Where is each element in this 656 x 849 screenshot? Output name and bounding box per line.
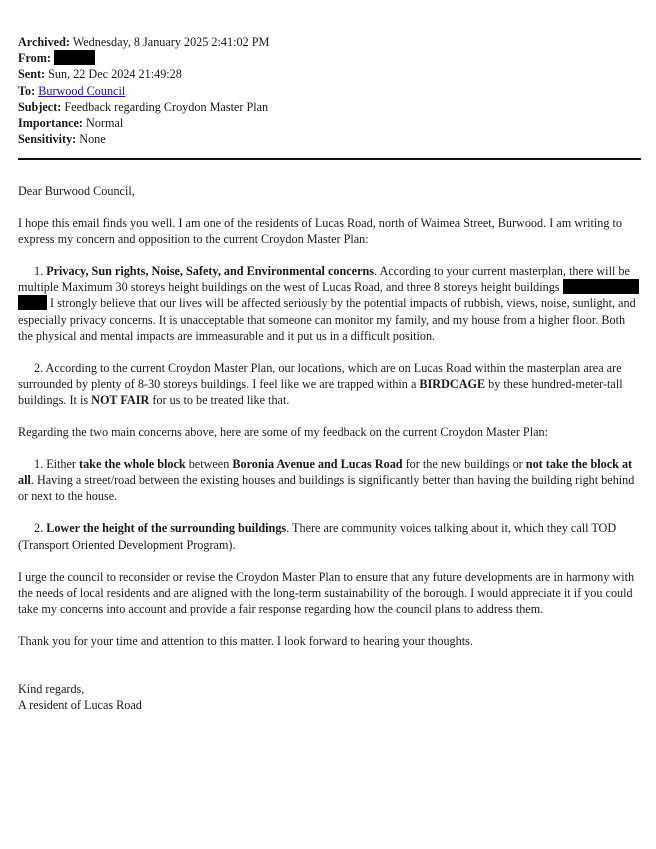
to-row [18, 83, 642, 99]
concern-item-2: 2. According to the current Croydon Master Plan, our locations, which are on Lucas Road within the masterplan area are surrounded by plenty of 8-30 storeys buildings. I feel like we are trapped within a BIRDCAGE by these hundred-meter-tall buildings. It is NOT FAIR for us to be treated like that. [18, 360, 623, 407]
concern-1-title: Privacy, Sun rights, Noise, Safety, and Environmental concerns [46, 264, 375, 279]
greeting: Dear Burwood Council, [18, 184, 135, 198]
sensitivity-label: Sensitivity: [18, 132, 77, 147]
importance-row [18, 115, 642, 131]
subject-value: Feedback regarding Croydon Master Plan [64, 99, 269, 114]
sensitivity-value: None [79, 132, 106, 147]
feedback-item-1: 1. Either take the whole block between Boronia Avenue and Lucas Road for the new buildings or not take the block at all. Having a street/road between the existing houses and buildings is significantly better than having the building right behind or next to the house. [18, 457, 635, 504]
from-row [18, 50, 642, 66]
archived-value: Wednesday, 8 January 2025 2:41:02 PM [72, 35, 270, 49]
signature: A resident of Lucas Road [18, 698, 142, 713]
importance-value: Normal [86, 116, 124, 131]
feedback-item-2: 2. Lower the height of the surrounding buildings. There are community voices talking about it, which they call TOD (Transport Oriented Development Program). [18, 521, 617, 552]
archived-label: Archived: [18, 35, 70, 49]
email-header [18, 34, 642, 147]
thanks-paragraph: Thank you for your time and attention to this matter. I look forward to hearing your thoughts. [18, 633, 473, 648]
sent-value: Sun, 22 Dec 2024 21:49:28 [48, 67, 182, 82]
subject-row [18, 99, 642, 115]
closing: Kind regards, [18, 681, 85, 696]
sent-row [18, 66, 642, 82]
sensitivity-row [18, 131, 642, 147]
redacted-text [563, 279, 639, 294]
urge-paragraph: I urge the council to reconsider or revise the Croydon Master Plan to ensure that any future developments are in harmony with the needs of local residents and are aligned with the long-term sustainability of the borough. I would appreciate it if you could take my concerns into account and provide a fair response regarding how the council plans to address them. [18, 569, 635, 616]
feedback-intro: Regarding the two main concerns above, here are some of my feedback on the current Croydon Master Plan: [18, 425, 548, 440]
email-body [18, 183, 642, 713]
subject-label: Subject: [18, 99, 62, 114]
concern-item-1: 1. Privacy, Sun rights, Noise, Safety, and Environmental concerns. According to your current masterplan, there will be multiple Maximum 30 storeys height buildings on the west of Lucas Road, and three 8 storeys height buildings I strongly believe that our lives will be affected seriously by the potential impacts of rubbish, views, noise, sunlight, and especially privacy concerns. It is unacceptable that someone can monitor my family, and my house from a higher floor. Both the physical and mental impacts are immeasurable and it put us in a difficult position. [18, 263, 642, 343]
header-divider [18, 158, 641, 160]
sent-label: Sent: [18, 67, 46, 82]
redacted-text [18, 295, 47, 310]
importance-label: Importance: [18, 116, 83, 131]
recipient-link[interactable]: Burwood Council [38, 83, 126, 98]
redacted-sender [54, 50, 95, 65]
archived-row [18, 34, 642, 50]
intro-paragraph: I hope this email finds you well. I am one of the residents of Lucas Road, north of Waimea Street, Burwood. I am writing to express my concern and opposition to the current Croydon Master Plan: [18, 216, 622, 247]
from-label: From: [18, 51, 51, 66]
to-label: To: [18, 83, 36, 98]
